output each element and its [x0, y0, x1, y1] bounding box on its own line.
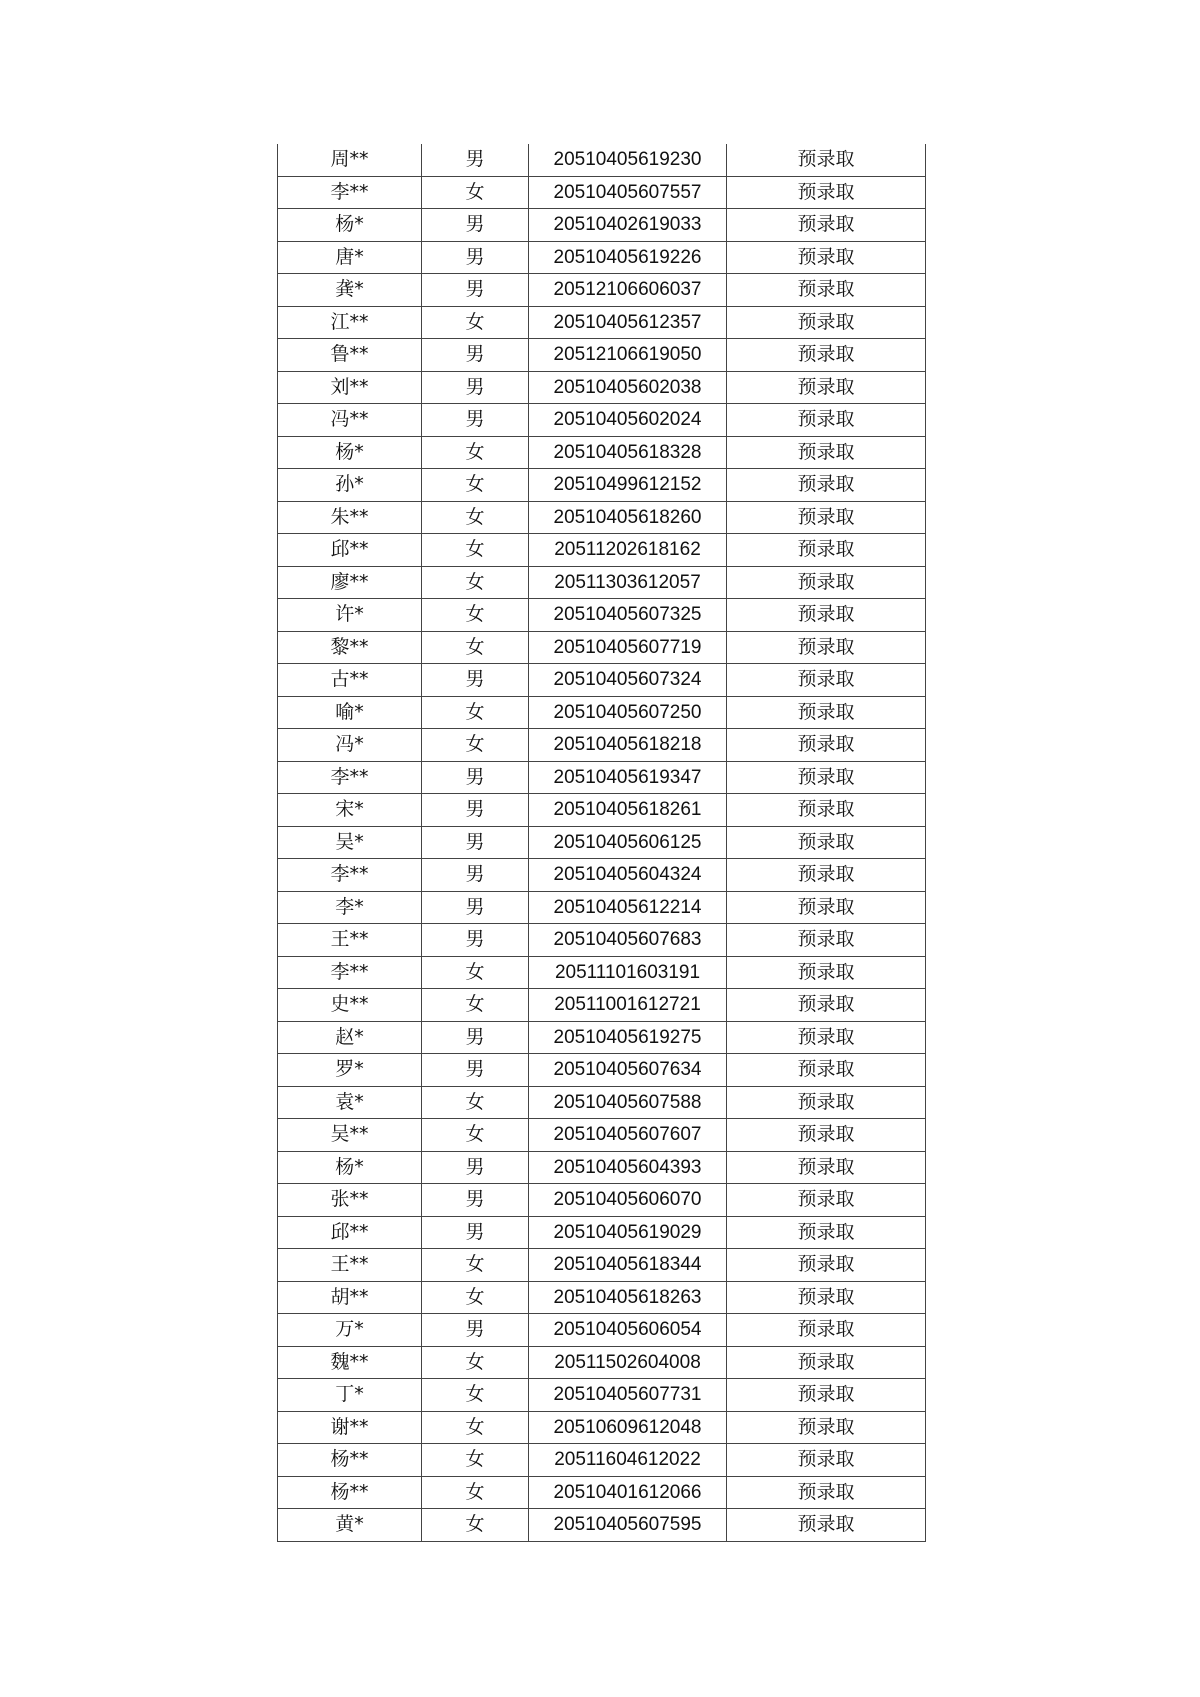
name-cell: 邱**: [278, 1216, 422, 1249]
table-row: [278, 729, 926, 762]
name-cell: 张**: [278, 1184, 422, 1217]
status-cell: 预录取: [727, 144, 926, 176]
table-row: [278, 1119, 926, 1152]
name-cell: 廖**: [278, 566, 422, 599]
exam-id-cell: 20510405618344: [529, 1249, 727, 1282]
status-cell: 预录取: [727, 631, 926, 664]
table-row: [278, 1379, 926, 1412]
table-row: [278, 664, 926, 697]
table-row: [278, 404, 926, 437]
exam-id-cell: 20510405607607: [529, 1119, 727, 1152]
table-row: [278, 436, 926, 469]
name-cell: 袁*: [278, 1086, 422, 1119]
name-cell: 李**: [278, 176, 422, 209]
gender-cell: 女: [422, 1346, 529, 1379]
exam-id-cell: 20510405619275: [529, 1021, 727, 1054]
gender-cell: 男: [422, 794, 529, 827]
exam-id-cell: 20510405607557: [529, 176, 727, 209]
table-row: [278, 891, 926, 924]
exam-id-cell: 20510405607250: [529, 696, 727, 729]
name-cell: 刘**: [278, 371, 422, 404]
exam-id-cell: 20511604612022: [529, 1444, 727, 1477]
exam-id-cell: 20510405606125: [529, 826, 727, 859]
gender-cell: 男: [422, 274, 529, 307]
gender-cell: 女: [422, 1411, 529, 1444]
status-cell: 预录取: [727, 729, 926, 762]
table-row: [278, 956, 926, 989]
status-cell: 预录取: [727, 1119, 926, 1152]
name-cell: 孙*: [278, 469, 422, 502]
status-cell: 预录取: [727, 696, 926, 729]
status-cell: 预录取: [727, 1281, 926, 1314]
exam-id-cell: 20511101603191: [529, 956, 727, 989]
gender-cell: 女: [422, 176, 529, 209]
name-cell: 王**: [278, 924, 422, 957]
name-cell: 魏**: [278, 1346, 422, 1379]
status-cell: 预录取: [727, 989, 926, 1022]
name-cell: 杨**: [278, 1476, 422, 1509]
table-row: [278, 859, 926, 892]
name-cell: 唐*: [278, 241, 422, 274]
status-cell: 预录取: [727, 436, 926, 469]
table-row: [278, 826, 926, 859]
name-cell: 李**: [278, 956, 422, 989]
status-cell: 预录取: [727, 1314, 926, 1347]
gender-cell: 女: [422, 1086, 529, 1119]
table-row: [278, 501, 926, 534]
table-row: [278, 1509, 926, 1542]
table-row: [278, 1216, 926, 1249]
status-cell: 预录取: [727, 1086, 926, 1119]
exam-id-cell: 20510401612066: [529, 1476, 727, 1509]
gender-cell: 男: [422, 761, 529, 794]
admission-table: [277, 144, 926, 1542]
status-cell: 预录取: [727, 761, 926, 794]
table-row: [278, 534, 926, 567]
gender-cell: 女: [422, 1119, 529, 1152]
gender-cell: 男: [422, 339, 529, 372]
exam-id-cell: 20510405618263: [529, 1281, 727, 1314]
name-cell: 邱**: [278, 534, 422, 567]
exam-id-cell: 20510499612152: [529, 469, 727, 502]
table-row: [278, 371, 926, 404]
status-cell: 预录取: [727, 176, 926, 209]
name-cell: 李*: [278, 891, 422, 924]
table-row: [278, 144, 926, 176]
name-cell: 赵*: [278, 1021, 422, 1054]
table-row: [278, 1151, 926, 1184]
exam-id-cell: 20510405607731: [529, 1379, 727, 1412]
name-cell: 龚*: [278, 274, 422, 307]
exam-id-cell: 20510609612048: [529, 1411, 727, 1444]
name-cell: 杨*: [278, 1151, 422, 1184]
name-cell: 喻*: [278, 696, 422, 729]
table-row: [278, 696, 926, 729]
status-cell: 预录取: [727, 1444, 926, 1477]
status-cell: 预录取: [727, 534, 926, 567]
name-cell: 杨**: [278, 1444, 422, 1477]
name-cell: 冯*: [278, 729, 422, 762]
name-cell: 吴*: [278, 826, 422, 859]
gender-cell: 女: [422, 1249, 529, 1282]
gender-cell: 男: [422, 826, 529, 859]
exam-id-cell: 20510405602038: [529, 371, 727, 404]
status-cell: 预录取: [727, 1249, 926, 1282]
gender-cell: 男: [422, 144, 529, 176]
name-cell: 李**: [278, 859, 422, 892]
status-cell: 预录取: [727, 1216, 926, 1249]
status-cell: 预录取: [727, 794, 926, 827]
gender-cell: 男: [422, 209, 529, 242]
table-row: [278, 1314, 926, 1347]
exam-id-cell: 20510405618328: [529, 436, 727, 469]
gender-cell: 男: [422, 924, 529, 957]
name-cell: 王**: [278, 1249, 422, 1282]
table-row: [278, 1346, 926, 1379]
name-cell: 史**: [278, 989, 422, 1022]
name-cell: 周**: [278, 144, 422, 176]
gender-cell: 女: [422, 1281, 529, 1314]
exam-id-cell: 20510405607683: [529, 924, 727, 957]
exam-id-cell: 20512106619050: [529, 339, 727, 372]
exam-id-cell: 20510405604393: [529, 1151, 727, 1184]
status-cell: 预录取: [727, 1379, 926, 1412]
name-cell: 古**: [278, 664, 422, 697]
name-cell: 冯**: [278, 404, 422, 437]
gender-cell: 女: [422, 1379, 529, 1412]
status-cell: 预录取: [727, 826, 926, 859]
table-row: [278, 566, 926, 599]
exam-id-cell: 20510405619230: [529, 144, 727, 176]
status-cell: 预录取: [727, 1021, 926, 1054]
status-cell: 预录取: [727, 891, 926, 924]
table-row: [278, 1281, 926, 1314]
table-row: [278, 176, 926, 209]
exam-id-cell: 20510405607595: [529, 1509, 727, 1542]
table-row: [278, 306, 926, 339]
gender-cell: 男: [422, 371, 529, 404]
name-cell: 杨*: [278, 209, 422, 242]
exam-id-cell: 20510405618261: [529, 794, 727, 827]
status-cell: 预录取: [727, 956, 926, 989]
table-row: [278, 989, 926, 1022]
name-cell: 李**: [278, 761, 422, 794]
status-cell: 预录取: [727, 1411, 926, 1444]
exam-id-cell: 20511202618162: [529, 534, 727, 567]
table-row: [278, 209, 926, 242]
exam-id-cell: 20510405619226: [529, 241, 727, 274]
name-cell: 朱**: [278, 501, 422, 534]
status-cell: 预录取: [727, 501, 926, 534]
name-cell: 江**: [278, 306, 422, 339]
gender-cell: 男: [422, 859, 529, 892]
exam-id-cell: 20510405607719: [529, 631, 727, 664]
name-cell: 黄*: [278, 1509, 422, 1542]
status-cell: 预录取: [727, 1184, 926, 1217]
gender-cell: 女: [422, 469, 529, 502]
table-row: [278, 274, 926, 307]
table-row: [278, 794, 926, 827]
gender-cell: 男: [422, 1054, 529, 1087]
name-cell: 谢**: [278, 1411, 422, 1444]
table-row: [278, 761, 926, 794]
gender-cell: 女: [422, 599, 529, 632]
table-row: [278, 1054, 926, 1087]
status-cell: 预录取: [727, 1151, 926, 1184]
name-cell: 杨*: [278, 436, 422, 469]
name-cell: 许*: [278, 599, 422, 632]
status-cell: 预录取: [727, 404, 926, 437]
gender-cell: 女: [422, 306, 529, 339]
status-cell: 预录取: [727, 566, 926, 599]
gender-cell: 女: [422, 1476, 529, 1509]
table-row: [278, 1086, 926, 1119]
exam-id-cell: 20510402619033: [529, 209, 727, 242]
gender-cell: 男: [422, 1216, 529, 1249]
exam-id-cell: 20510405606054: [529, 1314, 727, 1347]
exam-id-cell: 20510405607325: [529, 599, 727, 632]
gender-cell: 女: [422, 696, 529, 729]
status-cell: 预录取: [727, 209, 926, 242]
name-cell: 鲁**: [278, 339, 422, 372]
table-row: [278, 339, 926, 372]
name-cell: 吴**: [278, 1119, 422, 1152]
name-cell: 胡**: [278, 1281, 422, 1314]
gender-cell: 男: [422, 404, 529, 437]
table-row: [278, 1249, 926, 1282]
gender-cell: 男: [422, 1151, 529, 1184]
exam-id-cell: 20511303612057: [529, 566, 727, 599]
gender-cell: 女: [422, 534, 529, 567]
gender-cell: 女: [422, 501, 529, 534]
exam-id-cell: 20510405607634: [529, 1054, 727, 1087]
table-row: [278, 1021, 926, 1054]
gender-cell: 女: [422, 729, 529, 762]
table-row: [278, 1184, 926, 1217]
gender-cell: 女: [422, 1444, 529, 1477]
exam-id-cell: 20512106606037: [529, 274, 727, 307]
status-cell: 预录取: [727, 859, 926, 892]
gender-cell: 男: [422, 891, 529, 924]
gender-cell: 男: [422, 664, 529, 697]
exam-id-cell: 20510405618218: [529, 729, 727, 762]
status-cell: 预录取: [727, 1346, 926, 1379]
admission-table-body: [278, 144, 926, 1541]
exam-id-cell: 20510405607324: [529, 664, 727, 697]
exam-id-cell: 20511001612721: [529, 989, 727, 1022]
exam-id-cell: 20510405619029: [529, 1216, 727, 1249]
name-cell: 宋*: [278, 794, 422, 827]
table-row: [278, 241, 926, 274]
status-cell: 预录取: [727, 274, 926, 307]
gender-cell: 男: [422, 1021, 529, 1054]
table-row: [278, 1411, 926, 1444]
table-row: [278, 631, 926, 664]
status-cell: 预录取: [727, 306, 926, 339]
exam-id-cell: 20511502604008: [529, 1346, 727, 1379]
exam-id-cell: 20510405602024: [529, 404, 727, 437]
exam-id-cell: 20510405618260: [529, 501, 727, 534]
exam-id-cell: 20510405607588: [529, 1086, 727, 1119]
gender-cell: 女: [422, 436, 529, 469]
status-cell: 预录取: [727, 1509, 926, 1542]
name-cell: 罗*: [278, 1054, 422, 1087]
status-cell: 预录取: [727, 241, 926, 274]
gender-cell: 女: [422, 989, 529, 1022]
status-cell: 预录取: [727, 1054, 926, 1087]
status-cell: 预录取: [727, 371, 926, 404]
exam-id-cell: 20510405612214: [529, 891, 727, 924]
gender-cell: 女: [422, 631, 529, 664]
exam-id-cell: 20510405612357: [529, 306, 727, 339]
exam-id-cell: 20510405619347: [529, 761, 727, 794]
table-row: [278, 599, 926, 632]
status-cell: 预录取: [727, 664, 926, 697]
name-cell: 黎**: [278, 631, 422, 664]
gender-cell: 男: [422, 1184, 529, 1217]
exam-id-cell: 20510405604324: [529, 859, 727, 892]
exam-id-cell: 20510405606070: [529, 1184, 727, 1217]
status-cell: 预录取: [727, 339, 926, 372]
gender-cell: 女: [422, 956, 529, 989]
table-row: [278, 1476, 926, 1509]
name-cell: 万*: [278, 1314, 422, 1347]
gender-cell: 男: [422, 241, 529, 274]
table-row: [278, 469, 926, 502]
table-row: [278, 924, 926, 957]
gender-cell: 女: [422, 1509, 529, 1542]
name-cell: 丁*: [278, 1379, 422, 1412]
table-row: [278, 1444, 926, 1477]
gender-cell: 女: [422, 566, 529, 599]
status-cell: 预录取: [727, 1476, 926, 1509]
status-cell: 预录取: [727, 469, 926, 502]
status-cell: 预录取: [727, 924, 926, 957]
gender-cell: 男: [422, 1314, 529, 1347]
status-cell: 预录取: [727, 599, 926, 632]
